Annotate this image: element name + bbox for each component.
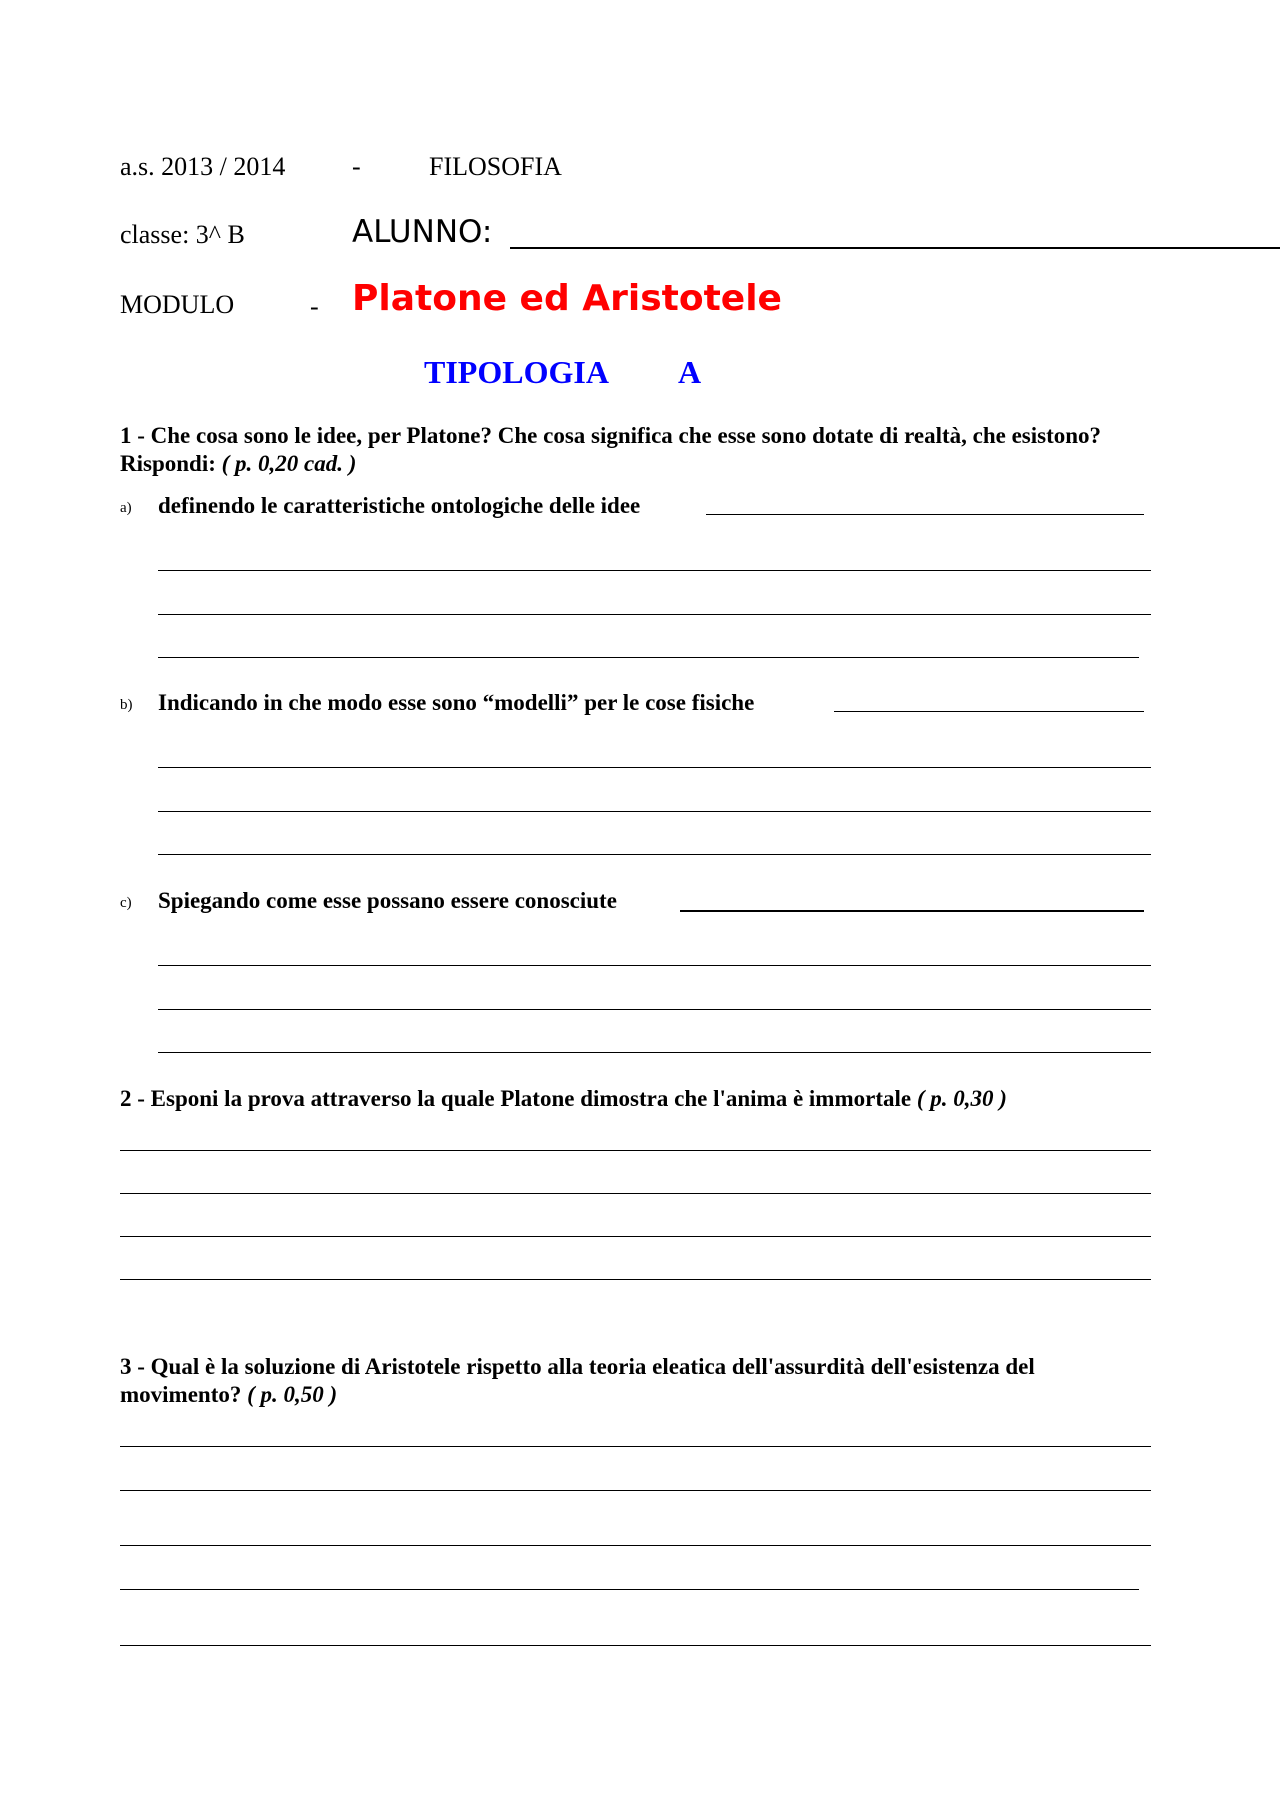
option-a-label: a) bbox=[120, 500, 132, 516]
answer-line-a-3[interactable] bbox=[158, 614, 1151, 615]
answer-line-c-2[interactable] bbox=[158, 965, 1151, 966]
module-title: Platone ed Aristotele bbox=[352, 278, 782, 319]
typology-word: TIPOLOGIA bbox=[424, 354, 609, 390]
answer-line-c-3[interactable] bbox=[158, 1009, 1151, 1010]
option-b-text: Indicando in che modo esse sono “modelli” per le cose fisiche bbox=[158, 690, 755, 715]
answer-line-b-2[interactable] bbox=[158, 767, 1151, 768]
answer-line-b-1[interactable] bbox=[834, 711, 1144, 712]
question-2-points: ( p. 0,30 ) bbox=[916, 1086, 1007, 1111]
option-c-label: c) bbox=[120, 895, 132, 911]
answer-line-b-3[interactable] bbox=[158, 811, 1151, 812]
answer-line-q3-2[interactable] bbox=[120, 1490, 1151, 1491]
option-c-text: Spiegando come esse possano essere conosciute bbox=[158, 888, 617, 913]
question-3-points: ( p. 0,50 ) bbox=[247, 1382, 338, 1407]
answer-line-q3-1[interactable] bbox=[120, 1446, 1151, 1447]
answer-line-q2-4[interactable] bbox=[120, 1279, 1151, 1280]
class-label: classe: 3^ B bbox=[120, 220, 245, 249]
answer-line-a-4[interactable] bbox=[158, 657, 1139, 658]
question-2 bbox=[120, 1085, 1007, 1113]
answer-line-q2-1[interactable] bbox=[120, 1150, 1151, 1151]
question-3 bbox=[120, 1353, 1160, 1409]
question-1 bbox=[120, 422, 1150, 478]
answer-line-q2-3[interactable] bbox=[120, 1236, 1151, 1237]
student-label: ALUNNO: bbox=[352, 214, 493, 250]
question-1-text: 1 - Che cosa sono le idee, per Platone? Che cosa significa che esse sono dotate di realtà, che esistono? Rispondi: bbox=[120, 423, 1102, 476]
subject: FILOSOFIA bbox=[429, 152, 562, 181]
module-label: MODULO bbox=[120, 290, 235, 319]
answer-line-b-4[interactable] bbox=[158, 854, 1151, 855]
answer-line-q2-2[interactable] bbox=[120, 1193, 1151, 1194]
answer-line-q3-4[interactable] bbox=[120, 1589, 1139, 1590]
answer-line-a-1[interactable] bbox=[706, 514, 1144, 515]
header-dash: - bbox=[352, 152, 361, 181]
question-2-text: 2 - Esponi la prova attraverso la quale Platone dimostra che l'anima è immortale bbox=[120, 1086, 912, 1111]
student-name-field[interactable] bbox=[510, 247, 1280, 249]
answer-line-a-2[interactable] bbox=[158, 570, 1151, 571]
school-year: a.s. 2013 / 2014 bbox=[120, 152, 286, 181]
answer-line-c-4[interactable] bbox=[158, 1052, 1151, 1053]
typology-letter: A bbox=[678, 354, 702, 390]
option-b-label: b) bbox=[120, 697, 133, 713]
question-3-text: 3 - Qual è la soluzione di Aristotele rispetto alla teoria eleatica dell'assurdità dell'esistenza del movimento? bbox=[120, 1354, 1035, 1407]
option-a-text: definendo le caratteristiche ontologiche delle idee bbox=[158, 493, 641, 518]
question-1-points: ( p. 0,20 cad. ) bbox=[221, 451, 357, 476]
answer-line-c-1[interactable] bbox=[680, 910, 1144, 912]
module-dash: - bbox=[310, 292, 319, 321]
answer-line-q3-5[interactable] bbox=[120, 1645, 1151, 1646]
answer-line-q3-3[interactable] bbox=[120, 1545, 1151, 1546]
